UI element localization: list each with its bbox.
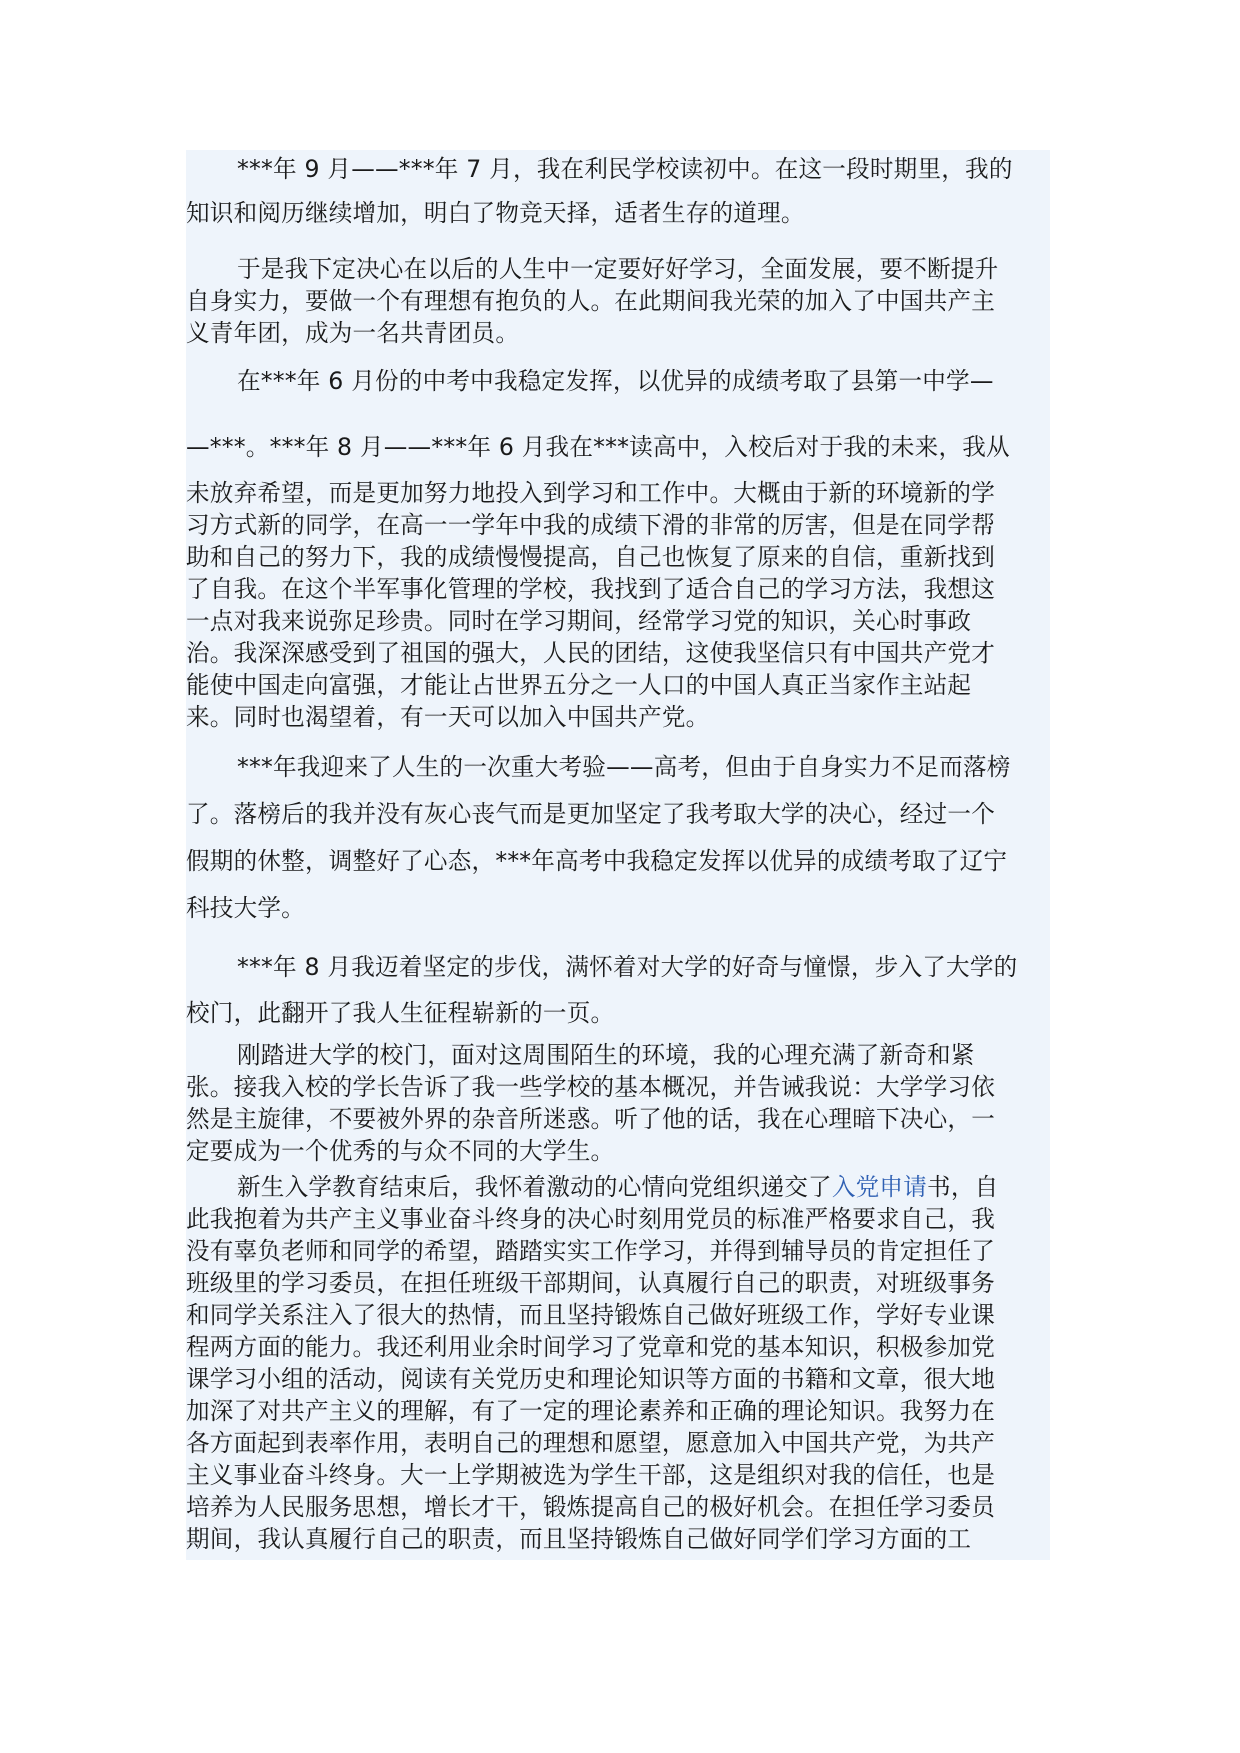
text-segment: 书，自 <box>927 1173 999 1201</box>
text-line: 来。同时也渴望着，有一天可以加入中国共产党。 <box>186 703 710 731</box>
party-application-link[interactable]: 入党申请 <box>831 1173 928 1201</box>
text-line: 张。接我入校的学长告诉了我一些学校的基本概况，并告诫我说：大学学习依 <box>186 1073 995 1101</box>
paragraph-3 <box>186 350 1050 734</box>
text-line: 没有辜负老师和同学的希望，踏踏实实工作学习，并得到辅导员的肯定担任了 <box>186 1237 995 1265</box>
paragraph-4 <box>186 734 1050 934</box>
text-line: 在***年 6 月份的中考中我稳定发挥，以优异的成绩考取了县第一中学— <box>237 367 994 395</box>
text-line: 程两方面的能力。我还利用业余时间学习了党章和党的基本知识，积极参加党 <box>186 1333 995 1361</box>
text-line: 假期的休整，调整好了心态，***年高考中我稳定发挥以优异的成绩考取了辽宁 <box>186 847 1008 875</box>
text-line: —***。***年 8 月——***年 6 月我在***读高中，入校后对于我的未来，我从 <box>186 433 1010 461</box>
text-line: ***年我迎来了人生的一次重大考验——高考，但由于自身实力不足而落榜 <box>237 753 1011 781</box>
text-line: ***年 8 月我迈着坚定的步伐，满怀着对大学的好奇与憧憬，步入了大学的 <box>237 953 1018 981</box>
text-segment: 新生入学教育结束后，我怀着激动的心情向党组织递交了 <box>237 1173 832 1201</box>
paragraph-7 <box>186 1168 1050 1560</box>
text-line: 义青年团，成为一名共青团员。 <box>186 319 520 347</box>
text-line: 治。我深深感受到了祖国的强大，人民的团结，这使我坚信只有中国共产党才 <box>186 639 995 667</box>
text-line: 一点对我来说弥足珍贵。同时在学习期间，经常学习党的知识，关心时事政 <box>186 607 972 635</box>
text-line: 课学习小组的活动，阅读有关党历史和理论知识等方面的书籍和文章，很大地 <box>186 1365 995 1393</box>
text-line: 了自我。在这个半军事化管理的学校，我找到了适合自己的学习方法，我想这 <box>186 575 995 603</box>
text-line: 能使中国走向富强，才能让占世界五分之一人口的中国人真正当家作主站起 <box>186 671 972 699</box>
text-line: 主义事业奋斗终身。大一上学期被选为学生干部，这是组织对我的信任，也是 <box>186 1461 995 1489</box>
text-line: 科技大学。 <box>186 894 305 922</box>
paragraph-1 <box>186 150 1050 246</box>
text-line: 刚踏进大学的校门，面对这周围陌生的环境，我的心理充满了新奇和紧 <box>237 1041 975 1069</box>
paragraph-2 <box>186 246 1050 350</box>
text-line: 期间，我认真履行自己的职责，而且坚持锻炼自己做好同学们学习方面的工 <box>186 1525 972 1553</box>
text-line <box>237 1168 998 1202</box>
text-line: 定要成为一个优秀的与众不同的大学生。 <box>186 1137 615 1165</box>
text-line: 加深了对共产主义的理解，有了一定的理论素养和正确的理论知识。我努力在 <box>186 1397 995 1425</box>
text-line: 校门，此翻开了我人生征程崭新的一页。 <box>186 999 615 1027</box>
text-line: 于是我下定决心在以后的人生中一定要好好学习，全面发展，要不断提升 <box>237 255 999 283</box>
text-line: 知识和阅历继续增加，明白了物竞天择，适者生存的道理。 <box>186 199 805 227</box>
text-line: 和同学关系注入了很大的热情，而且坚持锻炼自己做好班级工作，学好专业课 <box>186 1301 995 1329</box>
text-line: 了。落榜后的我并没有灰心丧气而是更加坚定了我考取大学的决心，经过一个 <box>186 800 995 828</box>
text-line: 此我抱着为共产主义事业奋斗终身的决心时刻用党员的标准严格要求自己，我 <box>186 1205 995 1233</box>
text-line: 未放弃希望，而是更加努力地投入到学习和工作中。大概由于新的环境新的学 <box>186 479 995 507</box>
text-line: 各方面起到表率作用，表明自己的理想和愿望，愿意加入中国共产党，为共产 <box>186 1429 995 1457</box>
text-line: ***年 9 月——***年 7 月，我在利民学校读初中。在这一段时期里，我的 <box>237 155 1013 183</box>
text-line: 自身实力，要做一个有理想有抱负的人。在此期间我光荣的加入了中国共产主 <box>186 287 995 315</box>
text-line: 助和自己的努力下，我的成绩慢慢提高，自己也恢复了原来的自信，重新找到 <box>186 543 995 571</box>
paragraph-6 <box>186 1036 1050 1168</box>
text-line: 习方式新的同学，在高一一学年中我的成绩下滑的非常的厉害，但是在同学帮 <box>186 511 995 539</box>
text-line: 然是主旋律，不要被外界的杂音所迷惑。听了他的话，我在心理暗下决心，一 <box>186 1105 995 1133</box>
paragraph-5 <box>186 934 1050 1036</box>
text-line: 班级里的学习委员，在担任班级干部期间，认真履行自己的职责，对班级事务 <box>186 1269 995 1297</box>
text-line: 培养为人民服务思想，增长才干，锻炼提高自己的极好机会。在担任学习委员 <box>186 1493 995 1521</box>
